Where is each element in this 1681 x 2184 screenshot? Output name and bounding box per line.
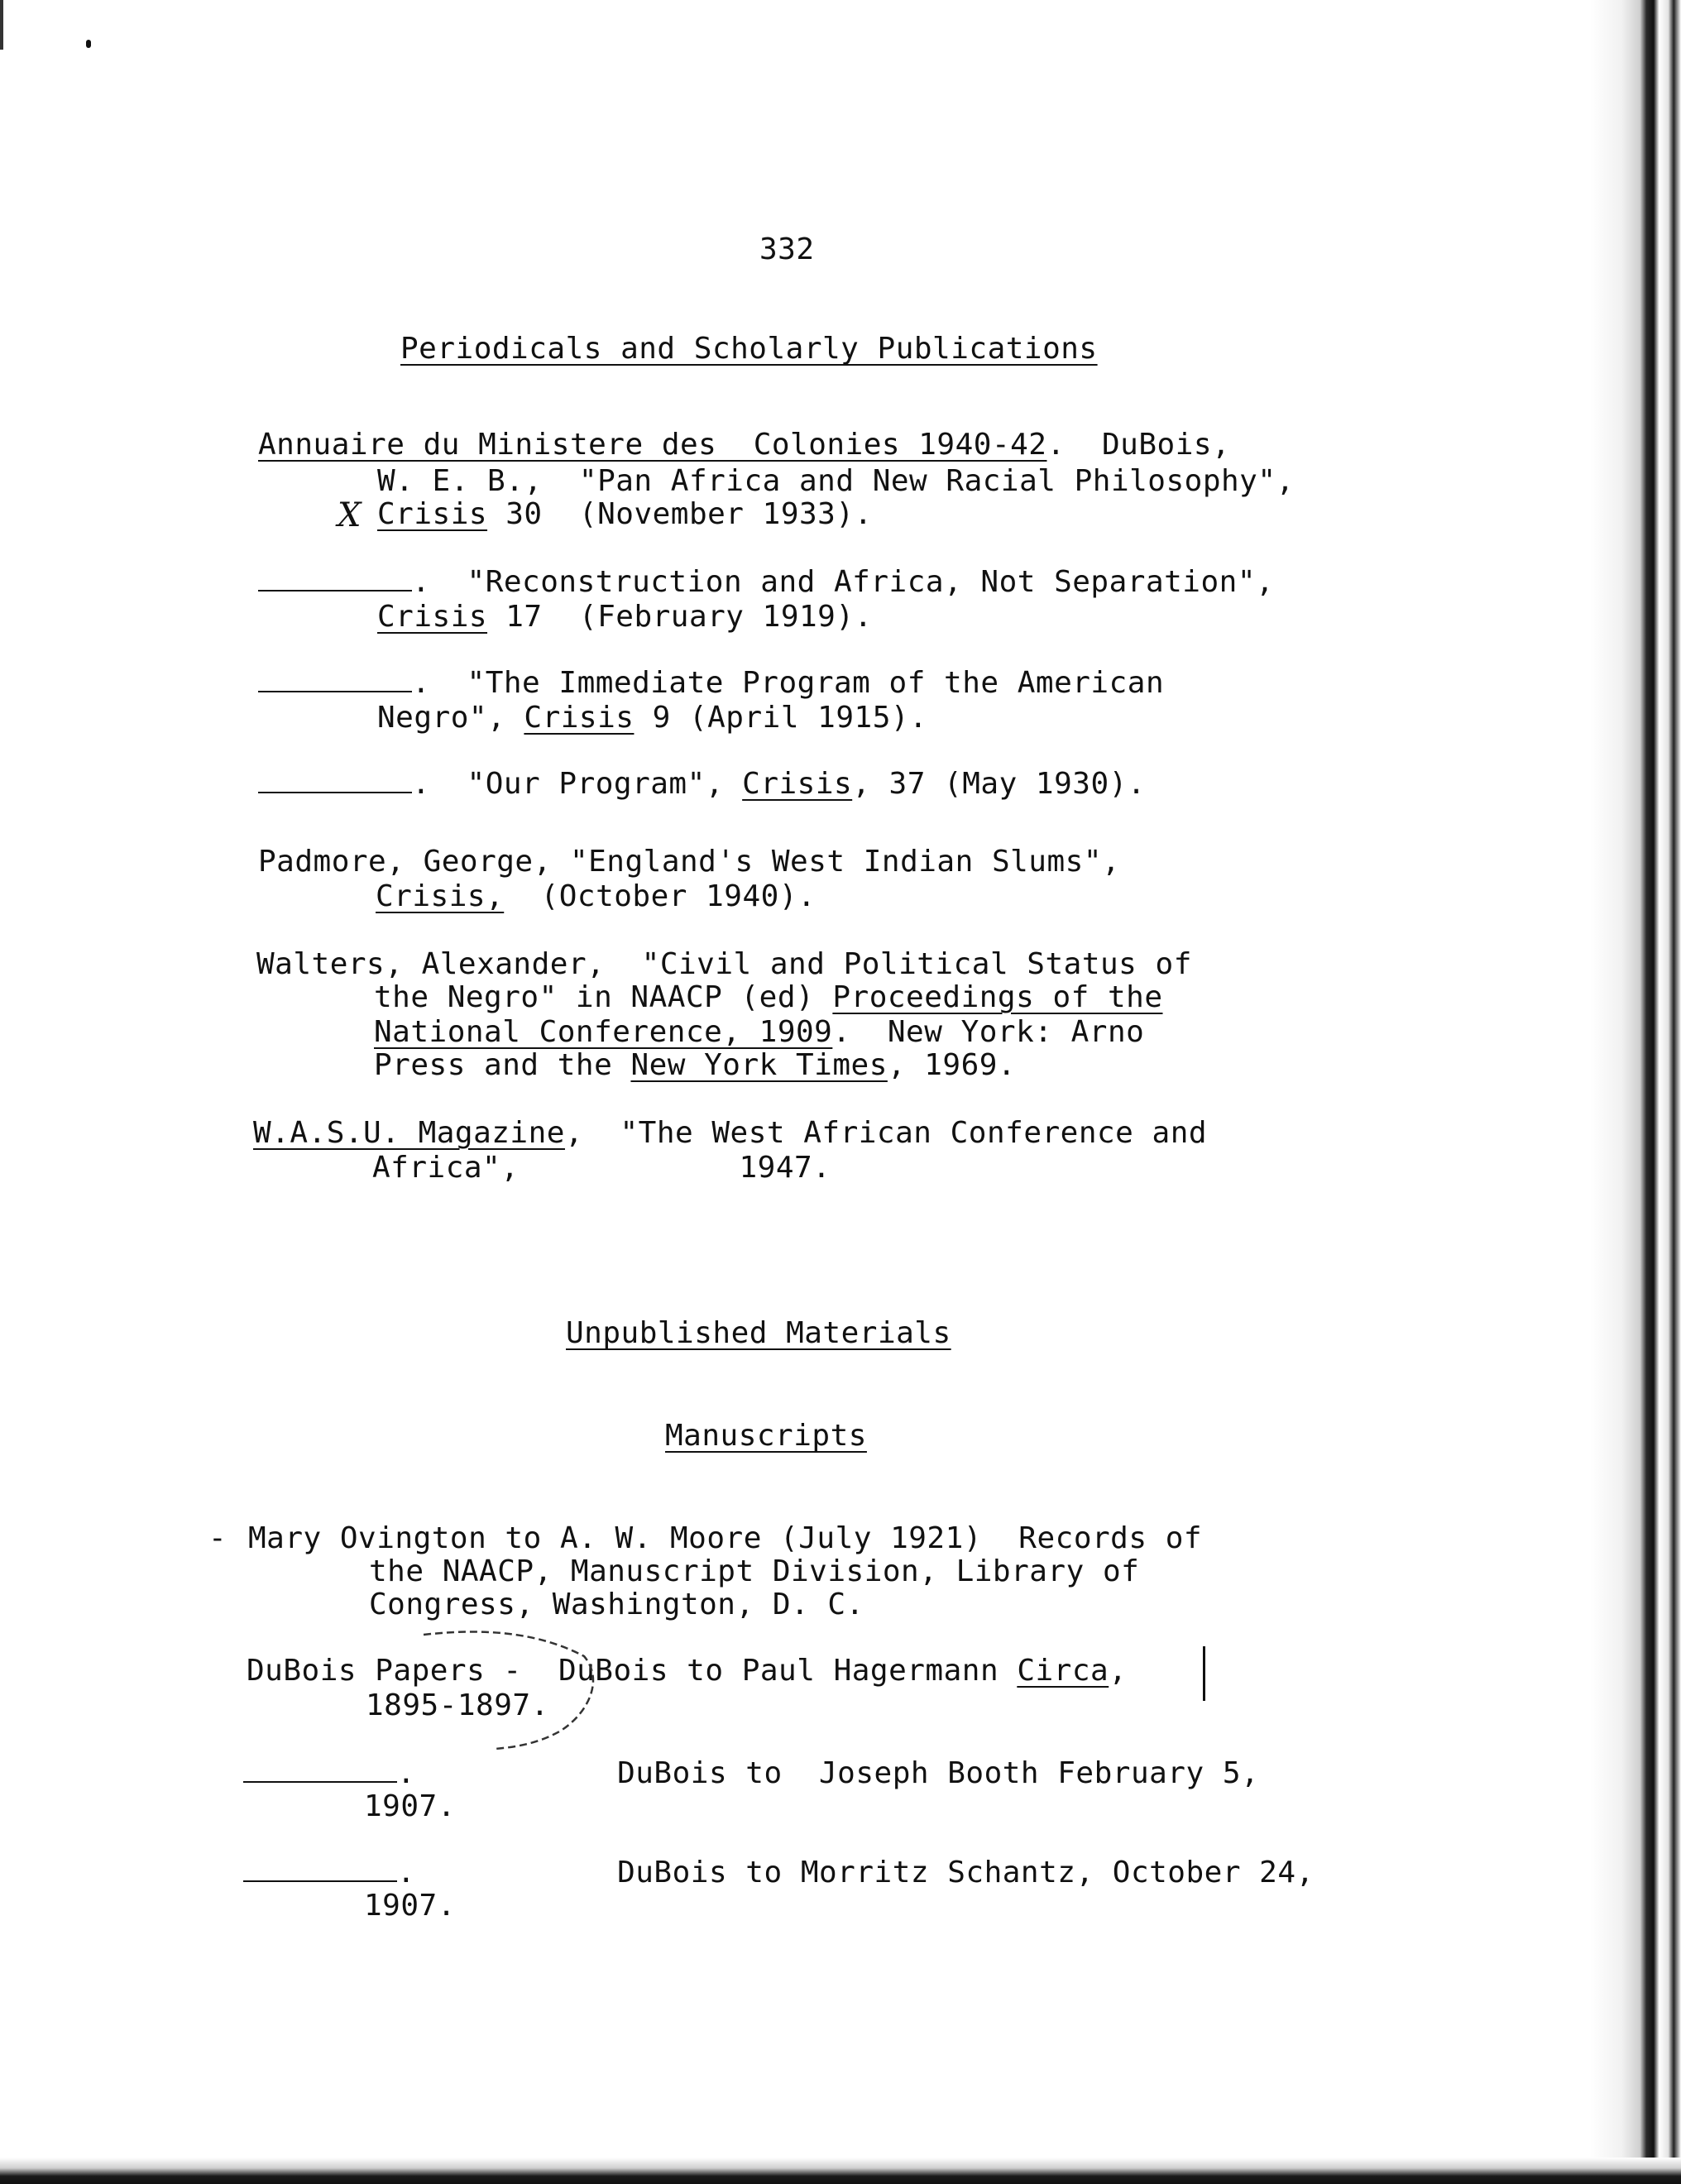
entry-line: W.A.S.U. Magazine, "The West African Conference and xyxy=(253,1116,1208,1150)
entry-line: . DuBois to Joseph Booth February 5, xyxy=(243,1757,1259,1790)
publication-title: W.A.S.U. Magazine xyxy=(253,1116,565,1150)
entry-line: Crisis, (October 1940). xyxy=(376,879,817,913)
entry-line: 1907. xyxy=(364,1789,456,1823)
entry-line: Mary Ovington to A. W. Moore (July 1921) Records of xyxy=(248,1521,1203,1555)
page-number: 332 xyxy=(759,232,815,266)
section-heading-manuscripts: Manuscripts xyxy=(665,1419,867,1453)
publication-title: Crisis, xyxy=(376,879,505,913)
publication-title: Circa xyxy=(1017,1654,1109,1688)
entry-line: . "Reconstruction and Africa, Not Separation", xyxy=(258,566,1274,599)
publication-title: Crisis xyxy=(742,767,853,801)
publication-title: National Conference, 1909 xyxy=(374,1015,833,1049)
publication-title: Annuaire du Ministere des Colonies 1940-42 xyxy=(258,428,1047,462)
entry-line: 1895-1897. xyxy=(366,1688,549,1722)
entry-line: Crisis 17 (February 1919). xyxy=(377,600,873,634)
publication-title: Crisis xyxy=(377,600,488,634)
entry-line: Negro", Crisis 9 (April 1915). xyxy=(377,701,928,735)
publication-title: Crisis xyxy=(377,497,488,531)
handwritten-x-mark: X xyxy=(338,496,362,534)
entry-line: . DuBois to Morritz Schantz, October 24, xyxy=(243,1856,1315,1889)
section-heading-periodicals: Periodicals and Scholarly Publications xyxy=(400,332,1098,366)
section-heading-unpublished: Unpublished Materials xyxy=(566,1316,951,1350)
entry-line: W. E. B., "Pan Africa and New Racial Philosophy", xyxy=(377,464,1295,498)
entry-line: Annuaire du Ministere des Colonies 1940-42. DuBois, xyxy=(258,428,1231,462)
publication-title: Proceedings of the xyxy=(832,980,1163,1014)
entry-line: the Negro" in NAACP (ed) Proceedings of the xyxy=(374,980,1163,1014)
entry-line: . "Our Program", Crisis, 37 (May 1930). xyxy=(258,768,1146,801)
entry-line: 1907. xyxy=(364,1889,456,1923)
ditto-blank xyxy=(243,1758,397,1783)
entry-line: . "The Immediate Program of the American xyxy=(258,667,1164,700)
entry-line: Congress, Washington, D. C. xyxy=(369,1588,864,1621)
entry-line: Walters, Alexander, "Civil and Political Status of xyxy=(256,947,1192,981)
entry-line: Press and the New York Times, 1969. xyxy=(374,1048,1017,1082)
publication-title: New York Times xyxy=(630,1048,888,1082)
entry-line: Crisis 30 (November 1933). xyxy=(377,497,873,531)
bullet-mark: - xyxy=(208,1521,227,1555)
entry-line: National Conference, 1909. New York: Arno xyxy=(374,1015,1145,1049)
entry-line: Padmore, George, "England's West Indian Slums", xyxy=(258,845,1121,879)
entry-line: DuBois Papers - DuBois to Paul Hagermann Circa, xyxy=(247,1654,1128,1688)
handwritten-margin-bar xyxy=(1203,1646,1205,1701)
entry-line: Africa", 1947. xyxy=(372,1151,831,1185)
entry-line: the NAACP, Manuscript Division, Library of xyxy=(369,1554,1140,1588)
ditto-blank xyxy=(243,1857,397,1882)
publication-title: Crisis xyxy=(524,701,635,735)
